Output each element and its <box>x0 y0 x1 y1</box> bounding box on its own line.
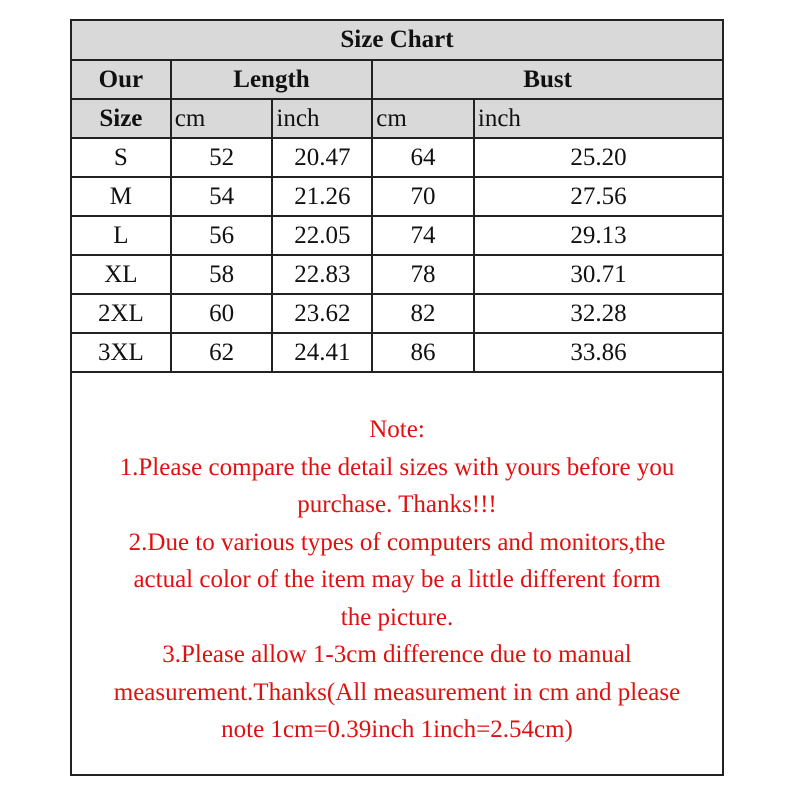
bust-cm-cell: 74 <box>372 216 474 255</box>
length-cm-cell: 56 <box>171 216 273 255</box>
note-line: the picture. <box>340 603 454 631</box>
unit-length-inch: inch <box>272 99 372 138</box>
unit-length-cm: cm <box>171 99 273 138</box>
unit-bust-cm: cm <box>372 99 474 138</box>
bust-cm-cell: 78 <box>372 255 474 294</box>
bust-inch-cell: 25.20 <box>474 138 723 177</box>
table-row <box>71 294 723 333</box>
bust-inch-cell: 30.71 <box>474 255 723 294</box>
note-line: measurement.Thanks(All measurement in cm and please <box>113 678 681 706</box>
note-block <box>72 411 722 749</box>
bust-inch-cell: 32.28 <box>474 294 723 333</box>
length-cm-cell: 62 <box>171 333 273 372</box>
table-row <box>71 255 723 294</box>
length-cm-cell: 60 <box>171 294 273 333</box>
length-inch-cell: 20.47 <box>272 138 372 177</box>
bust-header: Bust <box>372 60 723 99</box>
header-row-1 <box>71 60 723 99</box>
bust-cm-cell: 82 <box>372 294 474 333</box>
bust-cm-cell: 86 <box>372 333 474 372</box>
length-inch-cell: 22.83 <box>272 255 372 294</box>
size-cell: M <box>71 177 171 216</box>
size-cell: 2XL <box>71 294 171 333</box>
header-row-2 <box>71 99 723 138</box>
size-cell: S <box>71 138 171 177</box>
length-cm-cell: 52 <box>171 138 273 177</box>
note-heading: Note: <box>369 416 425 443</box>
table-row <box>71 333 723 372</box>
table-row <box>71 177 723 216</box>
size-cell: L <box>71 216 171 255</box>
length-cm-cell: 54 <box>171 177 273 216</box>
bust-cm-cell: 70 <box>372 177 474 216</box>
size-cell: 3XL <box>71 333 171 372</box>
note-line: purchase. Thanks!!! <box>297 491 497 518</box>
size-header-top: Our <box>71 60 171 99</box>
table-title: Size Chart <box>71 20 723 60</box>
note-line: actual color of the item may be a little different form <box>133 566 661 593</box>
bust-inch-cell: 33.86 <box>474 333 723 372</box>
unit-bust-inch: inch <box>474 99 723 138</box>
length-header: Length <box>171 60 372 99</box>
note-line: 1.Please compare the detail sizes with yours before you <box>119 453 675 481</box>
table-row <box>71 216 723 255</box>
bust-inch-cell: 27.56 <box>474 177 723 216</box>
length-cm-cell: 58 <box>171 255 273 294</box>
length-inch-cell: 21.26 <box>272 177 372 216</box>
table-row <box>71 138 723 177</box>
size-header-bottom: Size <box>71 99 171 138</box>
bust-cm-cell: 64 <box>372 138 474 177</box>
size-cell: XL <box>71 255 171 294</box>
size-chart-frame <box>70 19 724 776</box>
note-line: 3.Please allow 1-3cm difference due to manual <box>162 641 632 668</box>
size-chart-table <box>70 19 724 373</box>
length-inch-cell: 24.41 <box>272 333 372 372</box>
length-inch-cell: 23.62 <box>272 294 372 333</box>
length-inch-cell: 22.05 <box>272 216 372 255</box>
bust-inch-cell: 29.13 <box>474 216 723 255</box>
table-title-row <box>71 20 723 60</box>
note-line: 2.Due to various types of computers and monitors,the <box>128 528 666 556</box>
note-line: note 1cm=0.39inch 1inch=2.54cm) <box>221 716 573 743</box>
